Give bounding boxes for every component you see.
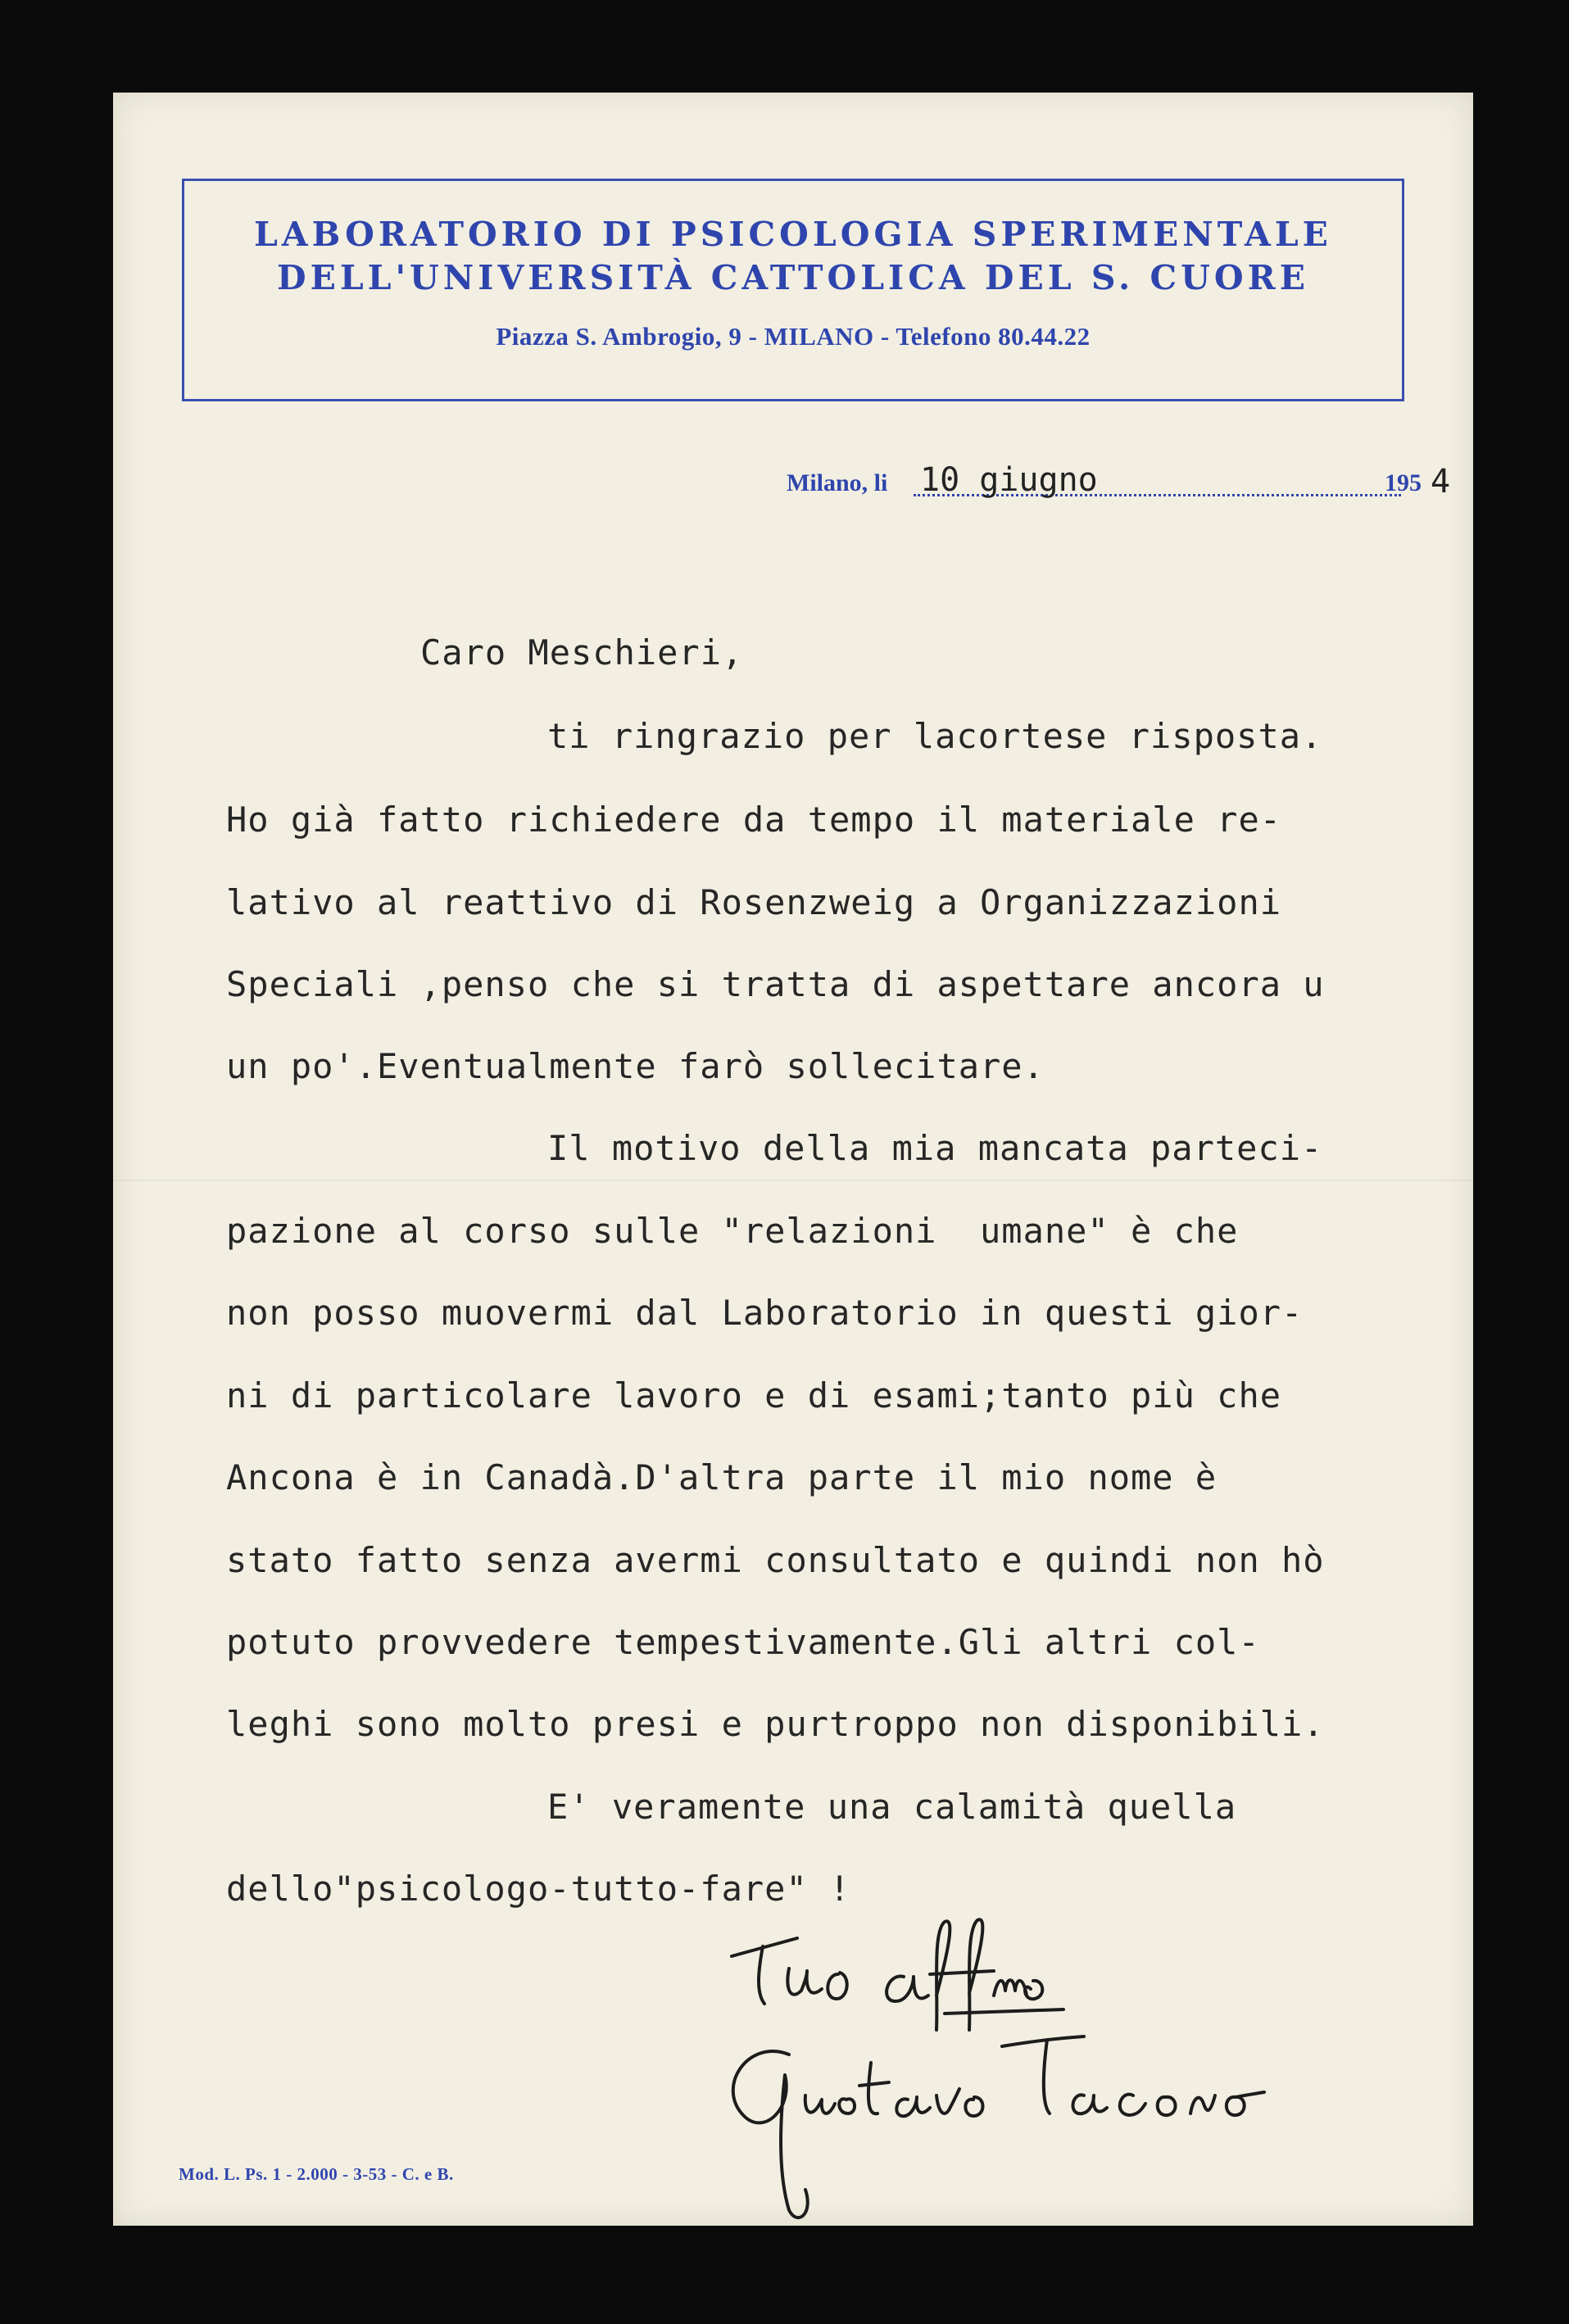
letter-line: potuto provvedere tempestivamente.Gli altri col-: [226, 1622, 1260, 1662]
letter-line: Ho già fatto richiedere da tempo il materiale re-: [226, 800, 1282, 840]
dateline-year-prefix: 195: [1385, 469, 1422, 496]
letterhead-institution-line1: LABORATORIO DI PSICOLOGIA SPERIMENTALE: [254, 215, 1332, 254]
letter-line: Ancona è in Canadà.D'altra parte il mio nome è: [226, 1457, 1218, 1497]
letter-line: E' veramente una calamità quella: [547, 1787, 1237, 1827]
letter-line: dello"psicologo-tutto-fare" !: [226, 1869, 851, 1909]
form-code: Mod. L. Ps. 1 - 2.000 - 3-53 - C. e B.: [179, 2164, 454, 2184]
letter-sheet: [113, 93, 1473, 2226]
letter-line: non posso muovermi dal Laboratorio in questi gior-: [226, 1293, 1304, 1333]
handwritten-signature: [699, 1899, 1502, 2251]
letter-line: ni di particolare lavoro e di esami;tanto più che: [226, 1375, 1282, 1416]
letter-line: stato fatto senza avermi consultato e quindi non hò: [226, 1540, 1325, 1580]
letter-line: pazione al corso sulle "relazioni umane" è che: [226, 1211, 1239, 1251]
letter-line: ti ringrazio per lacortese risposta.: [547, 716, 1323, 756]
salutation: Caro Meschieri,: [420, 632, 744, 673]
letter-line: Il motivo della mia mancata parteci-: [547, 1128, 1323, 1168]
dateline-date: 10 giugno: [920, 461, 1098, 499]
letterhead-institution-line2: DELL'UNIVERSITÀ CATTOLICA DEL S. CUORE: [277, 258, 1309, 297]
letterhead-address: Piazza S. Ambrogio, 9 - MILANO - Telefono 80.44.22: [496, 322, 1091, 351]
letter-line: lativo al reattivo di Rosenzweig a Organizzazioni: [226, 882, 1282, 922]
letter-line: leghi sono molto presi e purtroppo non disponibili.: [226, 1704, 1325, 1744]
letter-line: un po'.Eventualmente farò sollecitare.: [226, 1046, 1045, 1086]
letter-line: Speciali ,penso che si tratta di aspettare ancora u: [226, 964, 1325, 1004]
dateline-year-digit: 4: [1431, 463, 1451, 501]
dateline-place: Milano, li: [787, 469, 888, 496]
